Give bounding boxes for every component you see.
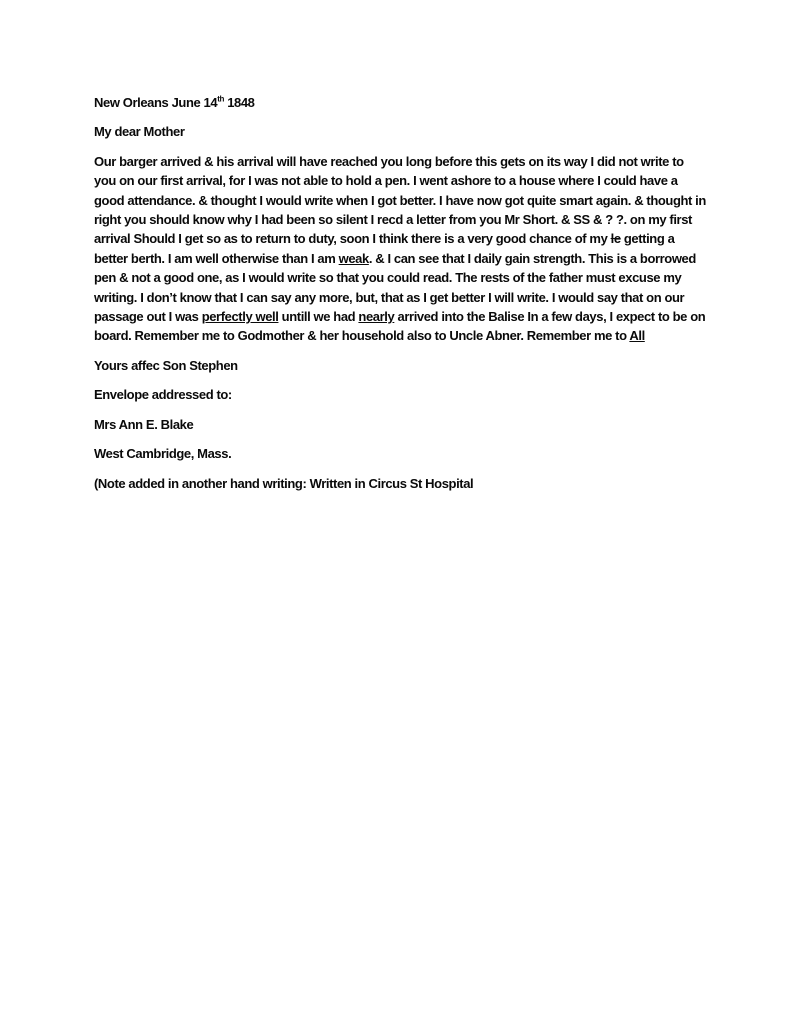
text-run-normal: Yours affec Son Stephen — [94, 357, 238, 373]
letter-content — [94, 93, 707, 503]
text-run-strike: le — [610, 231, 621, 247]
text-run-normal: . & I can see that I daily gain strength. This is a borrowed pen & not a good one, as I would write so that you could read. The rests of the father must excuse my writing. I don’t know that I can say any more, but, that as I get better I will write. I would say that on our passage out I was — [94, 250, 696, 325]
text-run-underline: weak — [338, 250, 369, 266]
letter-closing — [94, 356, 707, 375]
text-run-normal: West Cambridge, Mass. — [94, 446, 232, 462]
text-run-normal: Envelope addressed to: — [94, 387, 232, 403]
text-run-normal: untill we had — [278, 309, 359, 325]
text-run-underline: All — [629, 328, 645, 344]
letter-body — [94, 152, 707, 346]
letter-salutation — [94, 122, 707, 141]
text-run-underline: nearly — [358, 309, 395, 325]
text-run-normal: Mrs Ann E. Blake — [94, 416, 194, 432]
text-run-normal: getting a better berth. I am well otherwise than I am — [94, 231, 675, 266]
text-run-normal: New Orleans June 14 — [94, 95, 218, 110]
text-run-normal: arrived into the Balise In a few days, I expect to be on board. Remember me to Godmother & her household also to Uncle Abner. Remember me to — [94, 309, 706, 344]
text-run-normal: (Note added in another hand writing: Written in Circus St Hospital — [94, 475, 474, 491]
text-run-normal: My dear Mother — [94, 124, 185, 140]
text-run-sup: th — [217, 94, 224, 104]
text-run-normal: 1848 — [223, 95, 255, 110]
text-run-normal: Our barger arrived & his arrival will have reached you long before this gets on its way I did not write to you on our first arrival, for I was not able to hold a pen. I went ashore to a house where I could have a good attendance. & thought I would write when I got better. I have now got quite smart again. & thought in right you should know why I had been so silent I recd a letter from you Mr Short. & SS & ? ?. on my first arrival Should I get so as to return to duty, soon I think there is a very good chance of my — [94, 153, 706, 247]
envelope-address — [94, 444, 707, 463]
handwriting-note — [94, 474, 707, 493]
letter-date-line — [94, 93, 707, 112]
envelope-label — [94, 385, 707, 404]
text-run-underline: perfectly well — [201, 309, 279, 325]
envelope-name — [94, 415, 707, 434]
